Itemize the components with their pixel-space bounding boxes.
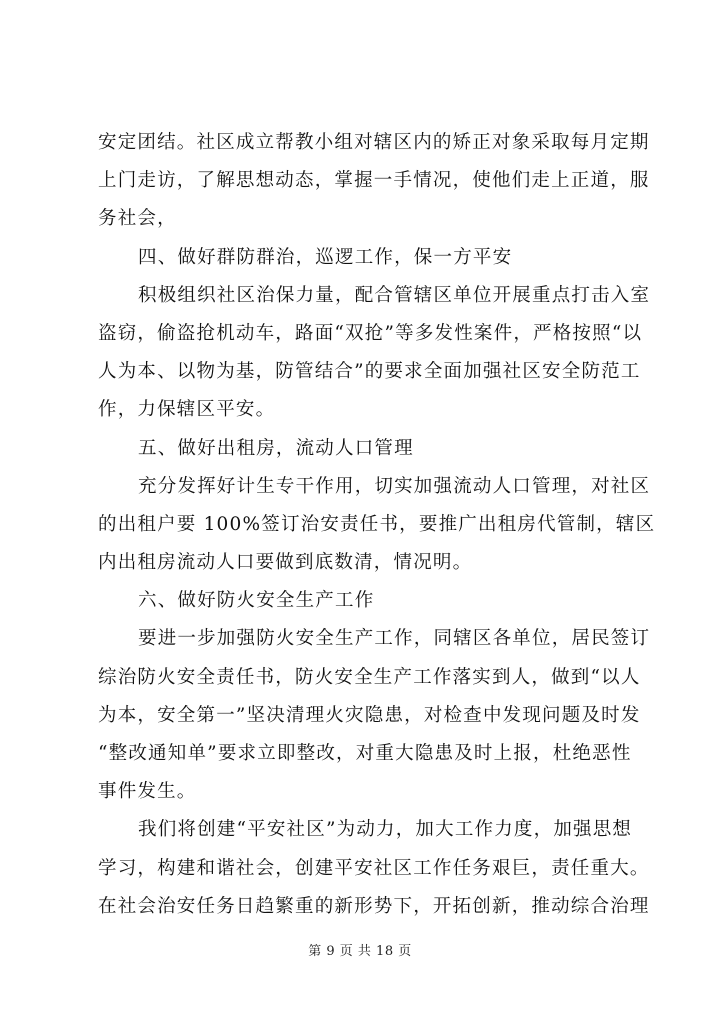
body-line: 要进一步加强防火安全生产工作，同辖区各单位，居民签订 xyxy=(138,628,651,650)
body-line: 内出租房流动人口要做到底数清，情况明。 xyxy=(98,552,473,574)
section-heading-4: 四、做好群防群治，巡逻工作，保一方平安 xyxy=(138,246,513,268)
body-line: 务社会， xyxy=(98,208,177,230)
section-heading-6: 六、做好防火安全生产工作 xyxy=(138,590,375,612)
body-line: 积极组织社区治保力量，配合管辖区单位开展重点打击入室 xyxy=(138,284,651,306)
body-line: 在社会治安任务日趋繁重的新形势下，开拓创新，推动综合治理 xyxy=(98,895,650,917)
body-line: 安定团结。社区成立帮教小组对辖区内的矫正对象采取每月定期 xyxy=(98,132,650,153)
section-heading-5: 五、做好出租房，流动人口管理 xyxy=(138,437,414,459)
body-line: 的出租户要 100%签订治安责任书，要推广出租房代管制，辖区 xyxy=(98,513,656,535)
body-line: 作，力保辖区平安。 xyxy=(98,399,276,421)
body-line: 为本，安全第一”坚决清理火灾隐患，对检查中发现问题及时发 xyxy=(98,704,641,726)
body-line: 人为本、以物为基，防管结合”的要求全面加强社区安全防范工 xyxy=(98,361,641,383)
body-line: 上门走访，了解思想动态，掌握一手情况，使他们走上正道，服 xyxy=(98,170,650,192)
body-line: 我们将创建“平安社区”为动力，加大工作力度，加强思想 xyxy=(138,819,633,841)
body-line: 综治防火安全责任书，防火安全生产工作落实到人，做到“以人 xyxy=(98,666,641,688)
body-line: 盗窃，偷盗抢机动车，路面“双抢”等多发性案件，严格按照“以 xyxy=(98,322,643,344)
body-line: “整改通知单”要求立即整改，对重大隐患及时上报，杜绝恶性 xyxy=(98,743,632,764)
body-line: 学习，构建和谐社会，创建平安社区工作任务艰巨，责任重大。 xyxy=(98,857,650,879)
body-line: 充分发挥好计生专干作用，切实加强流动人口管理，对社区 xyxy=(138,475,651,497)
body-line: 事件发生。 xyxy=(98,781,197,803)
page-number-footer: 第 9 页 共 18 页 xyxy=(308,944,412,959)
document-body xyxy=(98,124,673,926)
